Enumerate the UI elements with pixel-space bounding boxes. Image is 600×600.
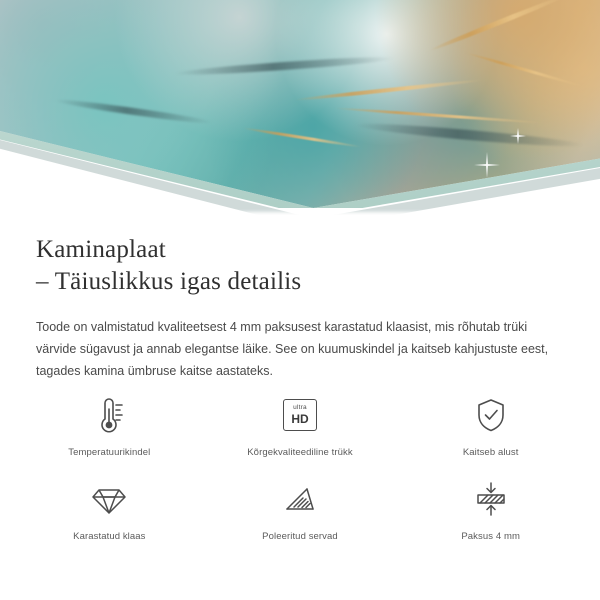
badge-top-text: ultra (293, 404, 307, 412)
gold-vein (243, 127, 362, 149)
feature-label: Temperatuurikindel (68, 447, 151, 458)
feature-item (205, 392, 396, 458)
dark-vein (174, 54, 394, 77)
polished-edge-icon (279, 476, 321, 522)
thermometer-icon (89, 392, 129, 438)
ultra-hd-badge-icon (283, 392, 317, 438)
feature-label: Kaitseb alust (462, 447, 519, 458)
headline-line-2: – Täiuslikkus igas detailis (36, 268, 302, 295)
gold-vein (466, 52, 582, 88)
gold-vein (429, 0, 570, 53)
dark-vein (54, 97, 213, 126)
feature-item (14, 392, 205, 458)
shield-check-icon (471, 392, 511, 438)
text-content (0, 218, 600, 382)
feature-label: Karastatud klaas (73, 531, 146, 542)
feature-label: Poleeritud servad (262, 531, 338, 542)
feature-label: Kõrgekvaliteediline trükk (247, 447, 353, 458)
dark-vein (354, 120, 584, 150)
headline-line-1: Kaminaplaat (36, 236, 166, 263)
page-title (0, 218, 600, 298)
hero-image (0, 0, 600, 218)
feature-item (395, 476, 586, 542)
gold-vein (294, 78, 483, 102)
feature-item (395, 392, 586, 458)
feature-item (205, 476, 396, 542)
thickness-arrows-icon (470, 476, 512, 522)
product-description: Toode on valmistatud kvaliteetsest 4 mm paksusest karastatud klaasist, mis rõhutab trüki värvide sügavust ja annab elegantse läike. See on kuumuskindel ja kaitseb kahjustuste eest, tagades kamina ümbruse kaitse aastateks. (36, 320, 549, 378)
feature-label: Paksus 4 mm (461, 531, 520, 542)
feature-grid (0, 392, 600, 542)
diamond-icon (88, 476, 130, 522)
gold-vein (334, 107, 544, 125)
feature-item (14, 476, 205, 542)
badge-bottom-text: HD (291, 411, 309, 426)
